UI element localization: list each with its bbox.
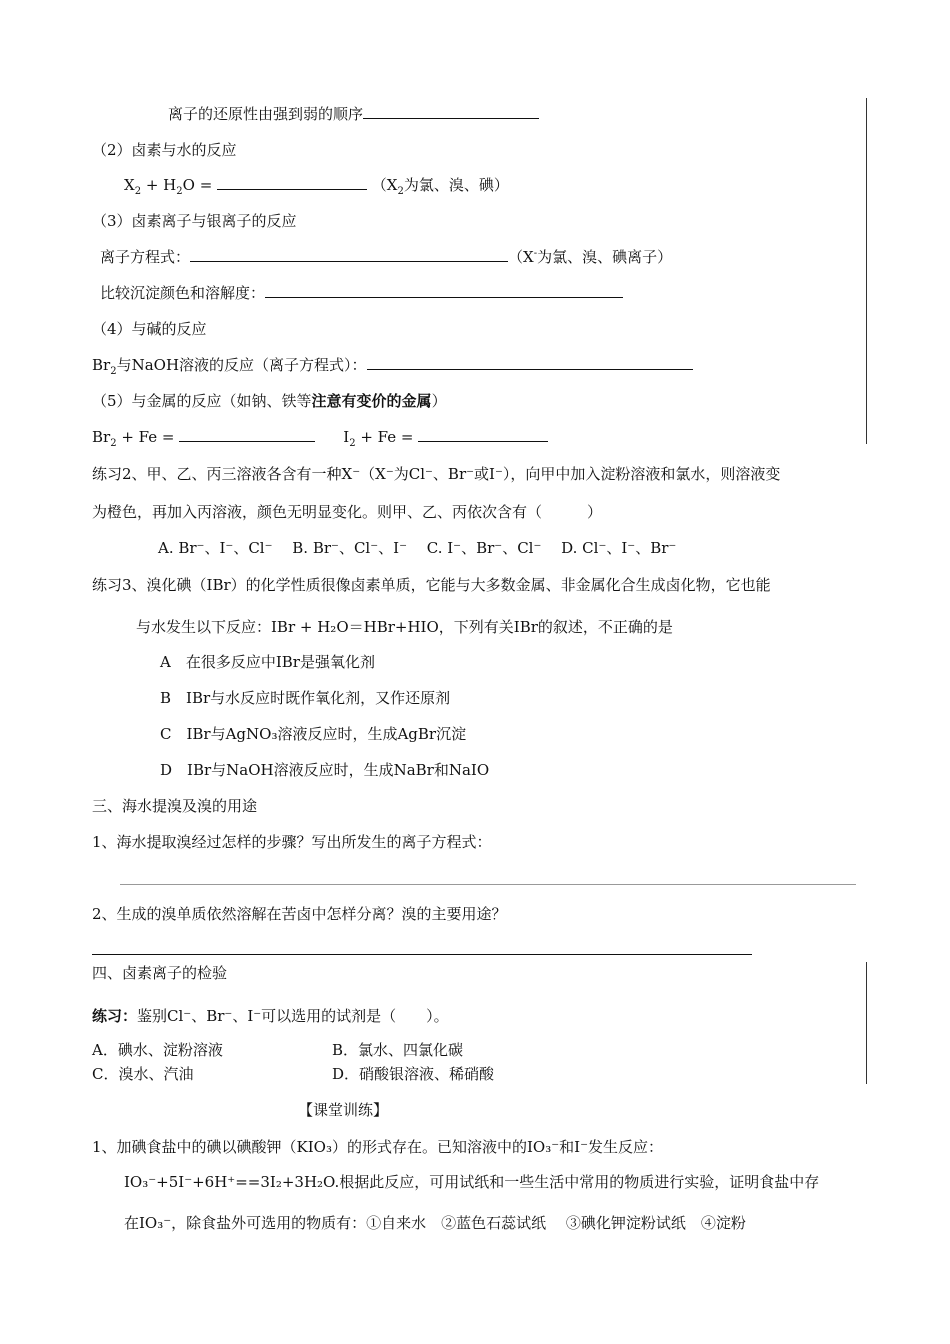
precipitate-compare-line: 比较沉淀颜色和溶解度： [100,283,623,303]
br2-naoh-line: $Br_2$与NaOH溶液的反应（离子方程式）： [92,355,693,375]
exercise3-option-d: D IBr与NaOH溶液反应时，生成NaBr和NaIO [160,761,490,779]
halogen-water-heading: （2）卤素与水的反应 [92,141,237,159]
section4-option-b: B．氯水、四氯化碳 [332,1041,464,1059]
metal-reaction-equations: $Br_2 + Fe = I_2 + Fe$ = [92,427,548,447]
exercise3-option-b: B IBr与水反应时既作氧化剂，又作还原剂 [160,689,451,707]
section3-question1: 1、海水提取溴经过怎样的步骤？写出所发生的离子方程式： [92,833,492,851]
exercise3-stem-line2: 与水发生以下反应：IBr + H₂O＝HBr+HIO，下列有关IBr的叙述，不正确的是 [136,618,673,636]
margin-bar-bottom [866,962,867,1084]
exercise3-option-c: C IBr与AgNO₃溶液反应时，生成AgBr沉淀 [160,725,467,743]
training-question1-line2: IO₃⁻+5I⁻+6H⁺==3I₂+3H₂O.根据此反应，可用试纸和一些生活中常用的物质进行实验，证明食盐中存 [124,1173,820,1191]
answer-blank[interactable] [363,104,539,119]
section4-title: 四、卤素离子的检验 [92,964,228,982]
section3-question2: 2、生成的溴单质依然溶解在苦卤中怎样分离？溴的主要用途？ [92,905,507,923]
exercise2-stem-line2: 为橙色，再加入丙溶液，颜色无明显变化。则甲、乙、丙依次含有（ ） [92,503,603,521]
answer-blank[interactable] [418,427,548,442]
exercise2-stem-line1: 练习2、甲、乙、丙三溶液各含有一种X⁻（X⁻为Cl⁻、Br⁻或I⁻），向甲中加入淀粉溶液和氯水，则溶液变 [92,465,781,483]
answer-line[interactable] [92,954,752,955]
answer-line[interactable] [120,884,856,885]
base-reaction-heading: （4）与碱的反应 [92,320,207,338]
reducibility-line: 离子的还原性由强到弱的顺序 [168,104,539,124]
answer-blank[interactable] [179,427,315,442]
section4-option-c: C．溴水、汽油 [92,1065,194,1083]
answer-blank[interactable] [190,247,508,262]
training-question1-line1: 1、加碘食盐中的碘以碘酸钾（KIO₃）的形式存在。已知溶液中的IO₃⁻和I⁻发生反应： [92,1138,663,1156]
halogen-water-equation: $X_2 + H_2O = (X_2$为氯、溴、碘） [124,176,509,197]
margin-bar-top [866,98,867,444]
training-question1-line3: 在IO₃⁻，除食盐外可选用的物质有：①自来水 ②蓝色石蕊试纸 ③碘化钾淀粉试纸 ④淀粉 [124,1214,746,1232]
exercise3-option-a: A 在很多反应中IBr是强氧化剂 [160,653,375,671]
exercise3-stem-line1: 练习3、溴化碘（IBr）的化学性质很像卤素单质，它能与大多数金属、非金属化合生成卤化物，它也能 [92,576,771,594]
metal-reaction-heading: （5）与金属的反应（如钠、铁等注意有变价的金属） [92,392,447,410]
section3-title: 三、海水提溴及溴的用途 [92,797,258,815]
section4-option-d: D．硝酸银溶液、稀硝酸 [332,1065,495,1083]
ionic-equation-line: 离子方程式： （X-为氯、溴、碘离子） [100,248,673,266]
section4-option-a: A．碘水、淀粉溶液 [92,1041,223,1059]
answer-blank[interactable] [265,283,623,298]
answer-blank[interactable] [217,175,367,190]
exercise2-options: A. Br⁻、I⁻、Cl⁻ B. Br⁻、Cl⁻、I⁻ C. I⁻、Br⁻、Cl⁻ D. Cl⁻、I⁻、Br⁻ [158,539,677,557]
training-title: 【课堂训练】 [298,1101,389,1119]
silver-ion-heading: （3）卤素离子与银离子的反应 [92,212,297,230]
answer-blank[interactable] [367,355,693,370]
section4-exercise: 练习：鉴别Cl⁻、Br⁻、I⁻可以选用的试剂是（ ）。 [92,1007,449,1025]
